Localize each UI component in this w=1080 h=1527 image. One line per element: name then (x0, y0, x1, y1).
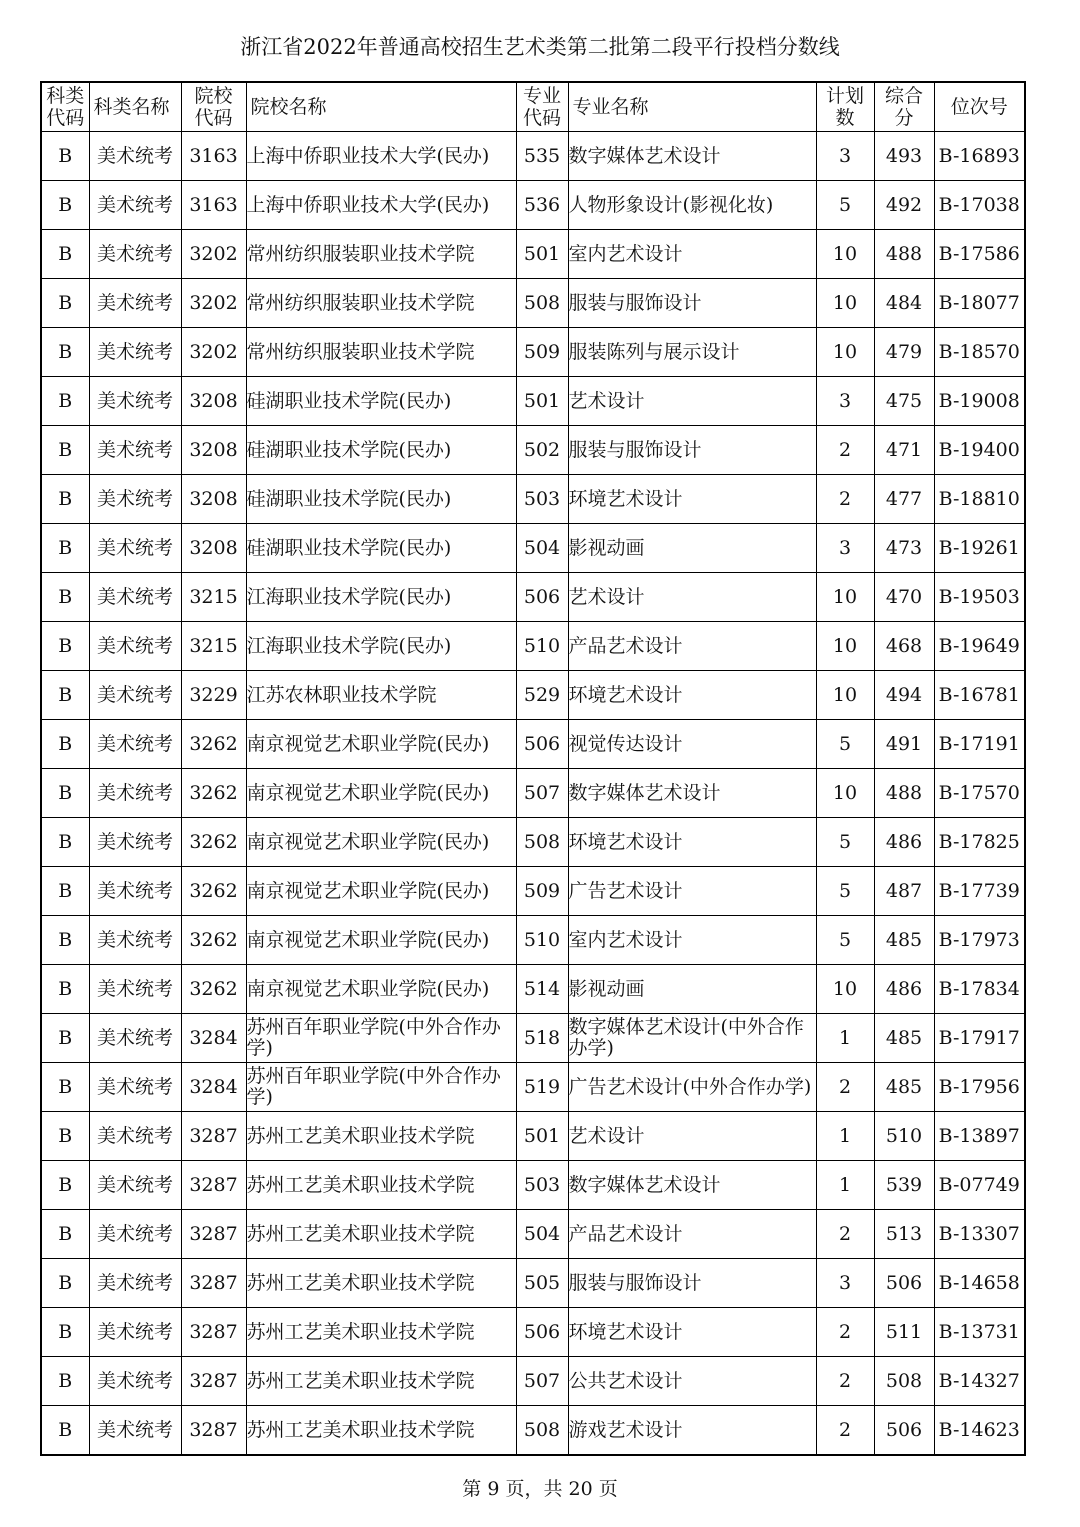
rank-number-cell: B-19649 (934, 622, 1025, 671)
major-name-cell: 游戏艺术设计 (568, 1406, 816, 1456)
school-name-cell: 江苏农林职业技术学院 (246, 671, 516, 720)
category-name-cell: 美术统考 (89, 622, 181, 671)
category-code-cell: B (41, 1406, 89, 1456)
category-code-cell: B (41, 1014, 89, 1063)
composite-score-cell: 511 (874, 1308, 934, 1357)
category-code-cell: B (41, 1112, 89, 1161)
table-row (41, 279, 1025, 328)
rank-number-cell: B-16893 (934, 132, 1025, 181)
rank-number-cell: B-17586 (934, 230, 1025, 279)
plan-count-cell: 2 (816, 1357, 874, 1406)
rank-number-cell: B-17038 (934, 181, 1025, 230)
rank-number-cell: B-19400 (934, 426, 1025, 475)
category-code-cell: B (41, 671, 89, 720)
category-name-cell: 美术统考 (89, 377, 181, 426)
major-name-cell: 环境艺术设计 (568, 818, 816, 867)
category-name-cell: 美术统考 (89, 1112, 181, 1161)
major-code-cell: 501 (516, 377, 568, 426)
header-school-code-line2: 代码 (194, 107, 233, 129)
category-name-cell: 美术统考 (89, 720, 181, 769)
school-name-cell: 常州纺织服装职业技术学院 (246, 279, 516, 328)
category-name-cell: 美术统考 (89, 524, 181, 573)
major-code-cell: 507 (516, 1357, 568, 1406)
plan-count-cell: 10 (816, 328, 874, 377)
category-code-cell: B (41, 573, 89, 622)
plan-count-cell: 5 (816, 916, 874, 965)
major-name-cell: 艺术设计 (568, 1112, 816, 1161)
school-name-cell: 苏州百年职业学院(中外合作办学) (246, 1014, 516, 1063)
table-row (41, 1308, 1025, 1357)
major-name-cell: 环境艺术设计 (568, 671, 816, 720)
page-footer: 第 9 页，共 20 页 (462, 1478, 618, 1500)
school-code-cell: 3262 (181, 965, 246, 1014)
category-code-cell: B (41, 769, 89, 818)
school-code-cell: 3287 (181, 1308, 246, 1357)
table-row (41, 1210, 1025, 1259)
composite-score-cell: 491 (874, 720, 934, 769)
category-code-cell: B (41, 279, 89, 328)
plan-count-cell: 10 (816, 279, 874, 328)
page-title: 浙江省2022年普通高校招生艺术类第二批第二段平行投档分数线 (240, 35, 840, 59)
major-name-cell: 艺术设计 (568, 573, 816, 622)
major-code-cell: 504 (516, 524, 568, 573)
table-row (41, 377, 1025, 426)
table-row (41, 132, 1025, 181)
major-name-cell: 数字媒体艺术设计 (568, 1161, 816, 1210)
table-row (41, 671, 1025, 720)
plan-count-cell: 2 (816, 1406, 874, 1456)
rank-number-cell: B-13897 (934, 1112, 1025, 1161)
major-name-cell: 服装与服饰设计 (568, 426, 816, 475)
major-name-cell: 影视动画 (568, 524, 816, 573)
school-code-cell: 3208 (181, 426, 246, 475)
plan-count-cell: 2 (816, 475, 874, 524)
major-name-cell: 数字媒体艺术设计 (568, 132, 816, 181)
table-row (41, 181, 1025, 230)
rank-number-cell: B-17834 (934, 965, 1025, 1014)
plan-count-cell: 1 (816, 1112, 874, 1161)
category-name-cell: 美术统考 (89, 181, 181, 230)
category-name-cell: 美术统考 (89, 671, 181, 720)
table-row (41, 1063, 1025, 1112)
rank-number-cell: B-13307 (934, 1210, 1025, 1259)
rank-number-cell: B-07749 (934, 1161, 1025, 1210)
rank-number-cell: B-14658 (934, 1259, 1025, 1308)
school-code-cell: 3262 (181, 867, 246, 916)
header-composite-score (874, 82, 934, 132)
category-name-cell: 美术统考 (89, 475, 181, 524)
category-name-cell: 美术统考 (89, 426, 181, 475)
plan-count-cell: 3 (816, 524, 874, 573)
major-name-cell: 广告艺术设计 (568, 867, 816, 916)
category-name-cell: 美术统考 (89, 1308, 181, 1357)
plan-count-cell: 3 (816, 1259, 874, 1308)
composite-score-cell: 506 (874, 1259, 934, 1308)
category-code-cell: B (41, 377, 89, 426)
school-name-cell: 苏州工艺美术职业技术学院 (246, 1210, 516, 1259)
school-code-cell: 3287 (181, 1210, 246, 1259)
header-plan-count-line2: 数 (835, 107, 855, 129)
rank-number-cell: B-16781 (934, 671, 1025, 720)
table-row (41, 1161, 1025, 1210)
major-code-cell: 519 (516, 1063, 568, 1112)
category-name-cell: 美术统考 (89, 279, 181, 328)
category-code-cell: B (41, 818, 89, 867)
category-code-cell: B (41, 1308, 89, 1357)
school-code-cell: 3163 (181, 181, 246, 230)
plan-count-cell: 10 (816, 965, 874, 1014)
composite-score-cell: 470 (874, 573, 934, 622)
school-code-cell: 3262 (181, 769, 246, 818)
composite-score-cell: 539 (874, 1161, 934, 1210)
table-row (41, 426, 1025, 475)
category-name-cell: 美术统考 (89, 916, 181, 965)
header-major-name: 专业名称 (568, 82, 816, 132)
category-code-cell: B (41, 867, 89, 916)
major-name-cell: 环境艺术设计 (568, 1308, 816, 1357)
major-name-cell: 室内艺术设计 (568, 230, 816, 279)
plan-count-cell: 1 (816, 1014, 874, 1063)
rank-number-cell: B-19261 (934, 524, 1025, 573)
category-name-cell: 美术统考 (89, 573, 181, 622)
plan-count-cell: 2 (816, 1308, 874, 1357)
major-code-cell: 506 (516, 1308, 568, 1357)
school-name-cell: 常州纺织服装职业技术学院 (246, 328, 516, 377)
table-row (41, 916, 1025, 965)
school-name-cell: 苏州工艺美术职业技术学院 (246, 1112, 516, 1161)
category-name-cell: 美术统考 (89, 769, 181, 818)
composite-score-cell: 485 (874, 916, 934, 965)
header-school-name: 院校名称 (246, 82, 516, 132)
table-row (41, 622, 1025, 671)
school-name-cell: 硅湖职业技术学院(民办) (246, 524, 516, 573)
category-name-cell: 美术统考 (89, 1161, 181, 1210)
header-school-code-line1: 院校 (194, 85, 233, 107)
school-code-cell: 3215 (181, 573, 246, 622)
category-name-cell: 美术统考 (89, 132, 181, 181)
plan-count-cell: 5 (816, 867, 874, 916)
plan-count-cell: 2 (816, 1063, 874, 1112)
school-code-cell: 3163 (181, 132, 246, 181)
rank-number-cell: B-17973 (934, 916, 1025, 965)
composite-score-cell: 513 (874, 1210, 934, 1259)
table-row (41, 475, 1025, 524)
major-code-cell: 509 (516, 867, 568, 916)
plan-count-cell: 2 (816, 1210, 874, 1259)
school-name-cell: 苏州工艺美术职业技术学院 (246, 1161, 516, 1210)
category-code-cell: B (41, 720, 89, 769)
header-rank-number: 位次号 (934, 82, 1025, 132)
header-category-code (41, 82, 89, 132)
header-composite-score-line1: 综合 (884, 85, 923, 107)
school-code-cell: 3287 (181, 1406, 246, 1456)
major-code-cell: 504 (516, 1210, 568, 1259)
school-code-cell: 3208 (181, 475, 246, 524)
header-school-code (181, 82, 246, 132)
rank-number-cell: B-17917 (934, 1014, 1025, 1063)
category-code-cell: B (41, 622, 89, 671)
category-code-cell: B (41, 328, 89, 377)
school-code-cell: 3284 (181, 1014, 246, 1063)
major-name-cell: 服装与服饰设计 (568, 279, 816, 328)
rank-number-cell: B-14327 (934, 1357, 1025, 1406)
composite-score-cell: 488 (874, 230, 934, 279)
table-row (41, 524, 1025, 573)
header-major-code-line1: 专业 (522, 85, 561, 107)
major-code-cell: 506 (516, 573, 568, 622)
composite-score-cell: 475 (874, 377, 934, 426)
composite-score-cell: 484 (874, 279, 934, 328)
plan-count-cell: 3 (816, 377, 874, 426)
school-name-cell: 南京视觉艺术职业学院(民办) (246, 720, 516, 769)
plan-count-cell: 10 (816, 230, 874, 279)
rank-number-cell: B-17570 (934, 769, 1025, 818)
major-name-cell: 产品艺术设计 (568, 622, 816, 671)
table-row (41, 818, 1025, 867)
major-code-cell: 507 (516, 769, 568, 818)
school-name-cell: 上海中侨职业技术大学(民办) (246, 181, 516, 230)
major-code-cell: 536 (516, 181, 568, 230)
composite-score-cell: 477 (874, 475, 934, 524)
composite-score-cell: 492 (874, 181, 934, 230)
table-row (41, 965, 1025, 1014)
plan-count-cell: 2 (816, 426, 874, 475)
composite-score-cell: 488 (874, 769, 934, 818)
school-code-cell: 3262 (181, 818, 246, 867)
major-name-cell: 影视动画 (568, 965, 816, 1014)
table-row (41, 1112, 1025, 1161)
category-name-cell: 美术统考 (89, 1063, 181, 1112)
composite-score-cell: 510 (874, 1112, 934, 1161)
composite-score-cell: 494 (874, 671, 934, 720)
composite-score-cell: 479 (874, 328, 934, 377)
composite-score-cell: 493 (874, 132, 934, 181)
rank-number-cell: B-14623 (934, 1406, 1025, 1456)
major-code-cell: 501 (516, 1112, 568, 1161)
rank-number-cell: B-18077 (934, 279, 1025, 328)
school-code-cell: 3284 (181, 1063, 246, 1112)
major-code-cell: 503 (516, 475, 568, 524)
rank-number-cell: B-17191 (934, 720, 1025, 769)
school-name-cell: 江海职业技术学院(民办) (246, 622, 516, 671)
category-code-cell: B (41, 181, 89, 230)
plan-count-cell: 10 (816, 622, 874, 671)
major-name-cell: 室内艺术设计 (568, 916, 816, 965)
category-code-cell: B (41, 524, 89, 573)
plan-count-cell: 1 (816, 1161, 874, 1210)
school-name-cell: 常州纺织服装职业技术学院 (246, 230, 516, 279)
category-name-cell: 美术统考 (89, 1357, 181, 1406)
major-name-cell: 数字媒体艺术设计(中外合作办学) (568, 1014, 816, 1063)
school-name-cell: 苏州百年职业学院(中外合作办学) (246, 1063, 516, 1112)
major-code-cell: 501 (516, 230, 568, 279)
table-row (41, 1014, 1025, 1063)
category-code-cell: B (41, 132, 89, 181)
category-code-cell: B (41, 426, 89, 475)
category-name-cell: 美术统考 (89, 1210, 181, 1259)
category-name-cell: 美术统考 (89, 230, 181, 279)
major-code-cell: 510 (516, 622, 568, 671)
major-code-cell: 502 (516, 426, 568, 475)
major-code-cell: 514 (516, 965, 568, 1014)
rank-number-cell: B-17739 (934, 867, 1025, 916)
major-name-cell: 产品艺术设计 (568, 1210, 816, 1259)
composite-score-cell: 471 (874, 426, 934, 475)
table-row (41, 1406, 1025, 1456)
major-code-cell: 518 (516, 1014, 568, 1063)
school-code-cell: 3229 (181, 671, 246, 720)
school-name-cell: 苏州工艺美术职业技术学院 (246, 1406, 516, 1456)
major-name-cell: 公共艺术设计 (568, 1357, 816, 1406)
composite-score-cell: 508 (874, 1357, 934, 1406)
rank-number-cell: B-17825 (934, 818, 1025, 867)
school-name-cell: 上海中侨职业技术大学(民办) (246, 132, 516, 181)
composite-score-cell: 486 (874, 965, 934, 1014)
school-name-cell: 南京视觉艺术职业学院(民办) (246, 818, 516, 867)
table-row (41, 769, 1025, 818)
school-code-cell: 3208 (181, 377, 246, 426)
header-plan-count-line1: 计划 (825, 85, 864, 107)
category-code-cell: B (41, 1259, 89, 1308)
school-code-cell: 3215 (181, 622, 246, 671)
school-code-cell: 3202 (181, 279, 246, 328)
school-name-cell: 南京视觉艺术职业学院(民办) (246, 769, 516, 818)
category-code-cell: B (41, 230, 89, 279)
school-name-cell: 苏州工艺美术职业技术学院 (246, 1308, 516, 1357)
category-code-cell: B (41, 916, 89, 965)
major-code-cell: 505 (516, 1259, 568, 1308)
plan-count-cell: 3 (816, 132, 874, 181)
major-code-cell: 529 (516, 671, 568, 720)
major-name-cell: 广告艺术设计(中外合作办学) (568, 1063, 816, 1112)
composite-score-cell: 468 (874, 622, 934, 671)
school-code-cell: 3202 (181, 328, 246, 377)
major-code-cell: 509 (516, 328, 568, 377)
header-category-name: 科类名称 (89, 82, 181, 132)
major-code-cell: 508 (516, 1406, 568, 1456)
rank-number-cell: B-18570 (934, 328, 1025, 377)
major-code-cell: 506 (516, 720, 568, 769)
rank-number-cell: B-13731 (934, 1308, 1025, 1357)
table-row (41, 328, 1025, 377)
category-code-cell: B (41, 965, 89, 1014)
plan-count-cell: 10 (816, 769, 874, 818)
table-row (41, 230, 1025, 279)
composite-score-cell: 486 (874, 818, 934, 867)
major-code-cell: 508 (516, 818, 568, 867)
header-category-code-line1: 科类 (46, 85, 85, 107)
composite-score-cell: 506 (874, 1406, 934, 1456)
header-category-code-line2: 代码 (46, 107, 85, 129)
rank-number-cell: B-19503 (934, 573, 1025, 622)
rank-number-cell: B-19008 (934, 377, 1025, 426)
school-name-cell: 南京视觉艺术职业学院(民办) (246, 916, 516, 965)
school-name-cell: 硅湖职业技术学院(民办) (246, 426, 516, 475)
category-name-cell: 美术统考 (89, 1014, 181, 1063)
rank-number-cell: B-18810 (934, 475, 1025, 524)
composite-score-cell: 473 (874, 524, 934, 573)
table-row (41, 1357, 1025, 1406)
header-row (41, 82, 1025, 132)
school-name-cell: 南京视觉艺术职业学院(民办) (246, 965, 516, 1014)
major-name-cell: 艺术设计 (568, 377, 816, 426)
header-composite-score-line2: 分 (894, 107, 914, 129)
school-code-cell: 3287 (181, 1357, 246, 1406)
school-name-cell: 硅湖职业技术学院(民办) (246, 475, 516, 524)
school-code-cell: 3287 (181, 1112, 246, 1161)
category-name-cell: 美术统考 (89, 328, 181, 377)
composite-score-cell: 487 (874, 867, 934, 916)
category-code-cell: B (41, 1063, 89, 1112)
major-code-cell: 503 (516, 1161, 568, 1210)
rank-number-cell: B-17956 (934, 1063, 1025, 1112)
category-code-cell: B (41, 475, 89, 524)
school-code-cell: 3262 (181, 916, 246, 965)
major-name-cell: 视觉传达设计 (568, 720, 816, 769)
table-row (41, 867, 1025, 916)
major-code-cell: 510 (516, 916, 568, 965)
school-name-cell: 硅湖职业技术学院(民办) (246, 377, 516, 426)
major-code-cell: 508 (516, 279, 568, 328)
major-name-cell: 数字媒体艺术设计 (568, 769, 816, 818)
plan-count-cell: 10 (816, 671, 874, 720)
composite-score-cell: 485 (874, 1063, 934, 1112)
major-name-cell: 服装陈列与展示设计 (568, 328, 816, 377)
category-code-cell: B (41, 1357, 89, 1406)
category-name-cell: 美术统考 (89, 1259, 181, 1308)
header-plan-count (816, 82, 874, 132)
school-code-cell: 3202 (181, 230, 246, 279)
school-code-cell: 3287 (181, 1259, 246, 1308)
plan-count-cell: 5 (816, 720, 874, 769)
school-name-cell: 苏州工艺美术职业技术学院 (246, 1259, 516, 1308)
table-body (41, 132, 1025, 1456)
school-code-cell: 3262 (181, 720, 246, 769)
plan-count-cell: 5 (816, 181, 874, 230)
school-name-cell: 南京视觉艺术职业学院(民办) (246, 867, 516, 916)
table-row (41, 573, 1025, 622)
category-name-cell: 美术统考 (89, 867, 181, 916)
category-name-cell: 美术统考 (89, 818, 181, 867)
composite-score-cell: 485 (874, 1014, 934, 1063)
major-name-cell: 人物形象设计(影视化妆) (568, 181, 816, 230)
major-code-cell: 535 (516, 132, 568, 181)
school-code-cell: 3208 (181, 524, 246, 573)
table-row (41, 1259, 1025, 1308)
major-name-cell: 环境艺术设计 (568, 475, 816, 524)
admission-score-table (40, 81, 1026, 1456)
category-code-cell: B (41, 1210, 89, 1259)
school-code-cell: 3287 (181, 1161, 246, 1210)
header-major-code-line2: 代码 (522, 107, 561, 129)
plan-count-cell: 10 (816, 573, 874, 622)
school-name-cell: 苏州工艺美术职业技术学院 (246, 1357, 516, 1406)
major-name-cell: 服装与服饰设计 (568, 1259, 816, 1308)
plan-count-cell: 5 (816, 818, 874, 867)
category-name-cell: 美术统考 (89, 1406, 181, 1456)
category-code-cell: B (41, 1161, 89, 1210)
table-row (41, 720, 1025, 769)
school-name-cell: 江海职业技术学院(民办) (246, 573, 516, 622)
category-name-cell: 美术统考 (89, 965, 181, 1014)
header-major-code (516, 82, 568, 132)
